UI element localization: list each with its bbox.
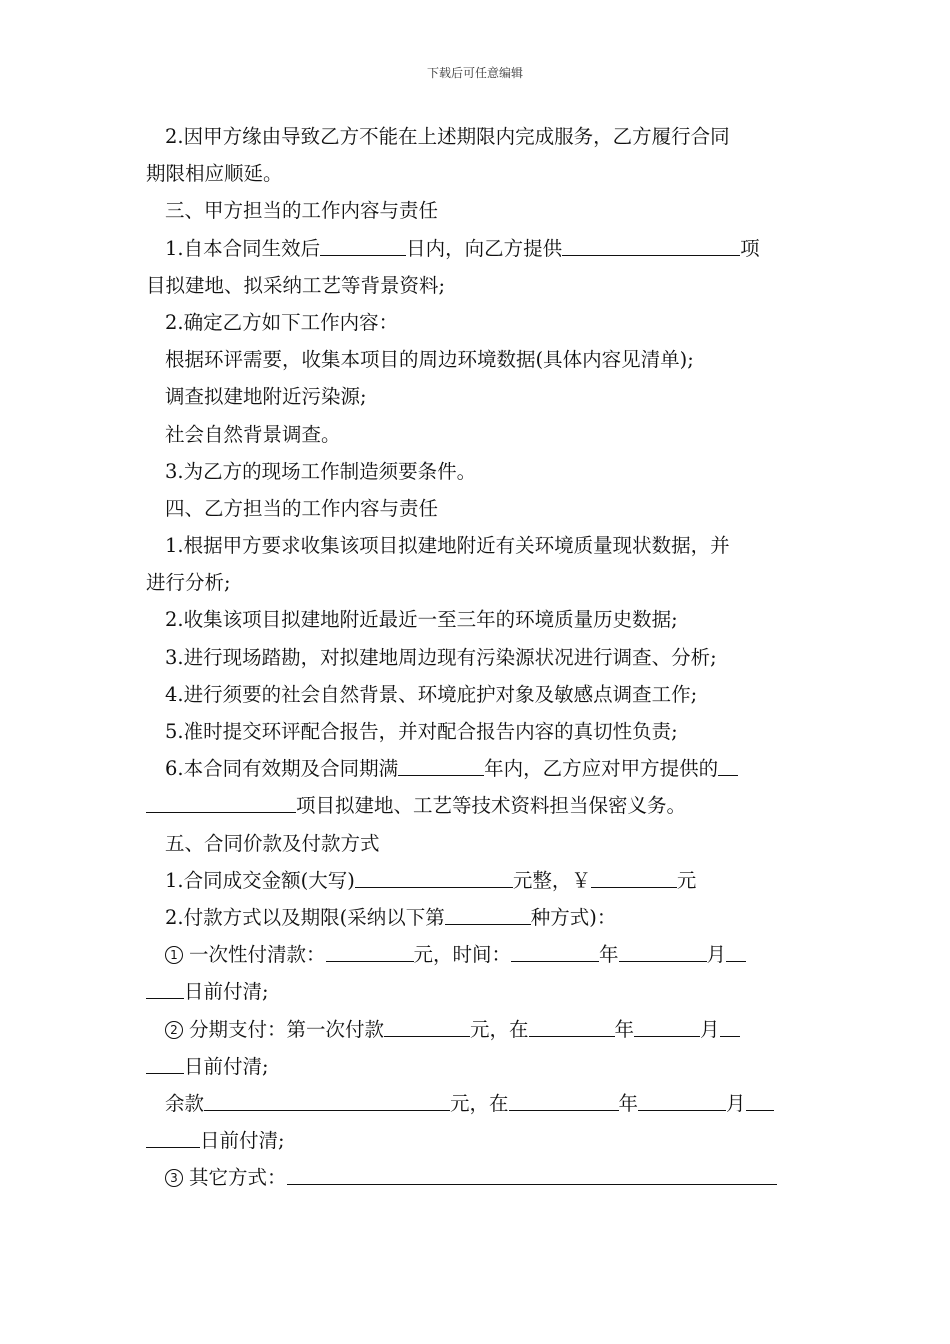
text-segment: 4.进行须要的社会自然背景、环境庇护对象及敏感点调查工作;: [165, 682, 698, 706]
fill-in-blank[interactable]: [634, 1013, 700, 1037]
text-line: [146, 601, 808, 638]
text-line: [146, 341, 808, 378]
text-line: [146, 527, 808, 564]
text-line: [146, 1048, 808, 1085]
text-segment: 1.合同成交金额(大写): [165, 868, 355, 892]
text-segment: 期限相应顺延。: [146, 162, 283, 186]
fill-in-blank[interactable]: [562, 232, 740, 256]
text-segment: 日前付清;: [184, 1054, 269, 1078]
fill-in-blank[interactable]: [720, 1013, 740, 1037]
text-line: [146, 1011, 808, 1048]
text-line: [146, 1159, 808, 1196]
text-segment: 日前付清;: [200, 1129, 285, 1153]
fill-in-blank[interactable]: [718, 752, 738, 776]
text-line: [146, 416, 808, 453]
text-line: [146, 155, 808, 192]
document-body: [146, 118, 808, 1196]
fill-in-blank[interactable]: [445, 901, 531, 925]
text-line: [146, 192, 808, 229]
text-segment: 5.准时提交环评配合报告，并对配合报告内容的真切性负责;: [165, 720, 678, 743]
text-line: [146, 304, 808, 341]
fill-in-blank[interactable]: [287, 1161, 777, 1185]
fill-in-blank[interactable]: [638, 1087, 726, 1111]
text-segment: 1.自本合同生效后: [165, 236, 321, 260]
text-segment: 月: [726, 1091, 746, 1115]
fill-in-blank[interactable]: [509, 1087, 619, 1111]
text-line: [146, 453, 808, 490]
text-line: [146, 230, 808, 267]
fill-in-blank[interactable]: [726, 938, 746, 962]
text-line: [146, 378, 808, 415]
text-segment: 2.付款方式以及期限(采纳以下第: [165, 905, 445, 929]
text-segment: 项目拟建地、工艺等技术资料担当保密义务。: [296, 794, 687, 818]
text-segment: 种方式)：: [530, 905, 617, 929]
fill-in-blank[interactable]: [326, 938, 414, 962]
text-line: [146, 862, 808, 899]
circled-number: 1: [165, 946, 183, 964]
text-segment: 年: [614, 1017, 635, 1041]
fill-in-blank[interactable]: [384, 1013, 470, 1037]
text-segment: 三、甲方担当的工作内容与责任: [165, 199, 439, 223]
text-segment: 五、合同价款及付款方式: [165, 831, 380, 855]
text-segment: 月: [706, 943, 727, 967]
text-segment: 元整，￥: [512, 868, 591, 892]
text-segment: 日内，向乙方提供: [406, 236, 563, 260]
text-line: [146, 1085, 808, 1122]
text-segment: 月: [700, 1017, 720, 1041]
text-segment: 一次性付清款：: [189, 943, 326, 967]
text-line: [146, 639, 808, 676]
text-segment: 元，时间：: [413, 943, 512, 967]
fill-in-blank[interactable]: [511, 938, 599, 962]
text-segment: 年: [618, 1091, 639, 1115]
text-line: [146, 936, 808, 973]
page-header: 下载后可任意编辑: [426, 66, 523, 80]
text-segment: 根据环评需要，收集本项目的周边环境数据(具体内容见清单);: [165, 348, 694, 372]
text-segment: 四、乙方担当的工作内容与责任: [165, 496, 439, 520]
text-segment: 进行分析;: [146, 571, 231, 595]
fill-in-blank[interactable]: [146, 1124, 200, 1148]
fill-in-blank[interactable]: [619, 938, 707, 962]
fill-in-blank[interactable]: [529, 1013, 615, 1037]
fill-in-blank[interactable]: [204, 1087, 450, 1111]
fill-in-blank[interactable]: [398, 752, 484, 776]
text-line: [146, 825, 808, 862]
text-line: [146, 676, 808, 713]
text-line: [146, 787, 808, 824]
text-segment: 社会自然背景调查。: [165, 422, 341, 446]
fill-in-blank[interactable]: [146, 789, 296, 813]
text-segment: 其它方式：: [189, 1166, 287, 1190]
text-segment: 2.因甲方缘由导致乙方不能在上述期限内完成服务，乙方履行合同: [165, 125, 730, 148]
circled-number: 2: [165, 1021, 183, 1039]
fill-in-blank[interactable]: [355, 864, 513, 888]
text-line: [146, 267, 808, 304]
fill-in-blank[interactable]: [591, 864, 677, 888]
text-line: [146, 1122, 808, 1159]
fill-in-blank[interactable]: [320, 232, 406, 256]
text-line: [146, 973, 808, 1010]
text-segment: 3.进行现场踏勘，对拟建地周边现有污染源状况进行调查、分析;: [165, 645, 717, 669]
text-segment: 元: [676, 868, 697, 892]
text-line: [146, 899, 808, 936]
text-segment: 2.确定乙方如下工作内容：: [165, 310, 399, 334]
text-segment: 元，在: [450, 1091, 509, 1115]
fill-in-blank[interactable]: [746, 1087, 774, 1111]
text-segment: 调查拟建地附近污染源;: [165, 385, 367, 409]
text-segment: 1.根据甲方要求收集该项目拟建地附近有关环境质量现状数据，并: [165, 534, 730, 558]
text-segment: 分期支付：第一次付款: [189, 1017, 385, 1041]
text-segment: 项: [740, 236, 760, 260]
text-segment: 年内，乙方应对甲方提供的: [484, 757, 719, 781]
text-line: [146, 713, 808, 750]
text-segment: 6.本合同有效期及合同期满: [165, 757, 399, 781]
text-segment: 日前付清;: [184, 980, 269, 1004]
fill-in-blank[interactable]: [146, 975, 184, 999]
text-line: [146, 750, 808, 787]
text-segment: 年: [599, 943, 619, 967]
text-segment: 元，在: [470, 1017, 529, 1041]
text-segment: 3.为乙方的现场工作制造须要条件。: [165, 459, 477, 483]
text-segment: 余款: [165, 1091, 205, 1115]
text-line: [146, 490, 808, 527]
text-line: [146, 564, 808, 601]
text-segment: 2.收集该项目拟建地附近最近一至三年的环境质量历史数据;: [165, 608, 678, 632]
circled-number: 3: [165, 1169, 183, 1187]
text-segment: 目拟建地、拟采纳工艺等背景资料;: [146, 273, 446, 297]
fill-in-blank[interactable]: [146, 1050, 184, 1074]
text-line: [146, 118, 808, 155]
